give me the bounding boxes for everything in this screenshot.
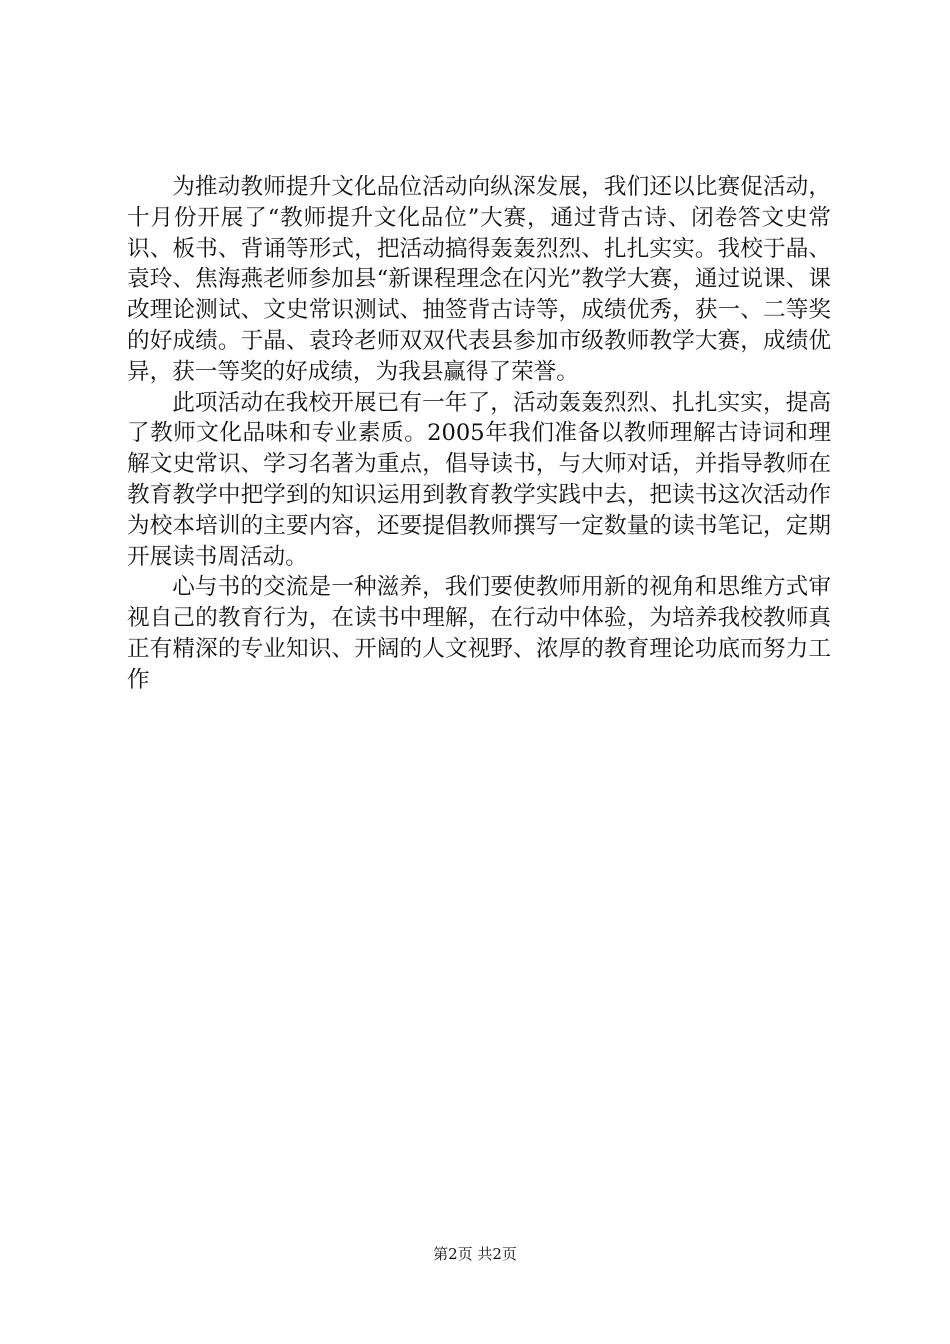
paragraph: 心与书的交流是一种滋养，我们要使教师用新的视角和思维方式审视自己的教育行为，在读书中理解，在行动中体验，为培养我校教师真正有精深的专业知识、开阔的人文视野、浓厚的教育理论功底而努力工作 <box>127 574 831 693</box>
body-text <box>127 172 831 696</box>
paragraph: 为推动教师提升文化品位活动向纵深发展，我们还以比赛促活动，十月份开展了“教师提升文化品位”大赛，通过背古诗、闭卷答文史常识、板书、背诵等形式，把活动搞得轰轰烈烈、扎扎实实。我校于晶、袁玲、焦海燕老师参加县“新课程理念在闪光”教学大赛，通过说课、课改理论测试、文史常识测试、抽签背古诗等，成绩优秀，获一、二等奖的好成绩。于晶、袁玲老师双双代表县参加市级教师教学大赛，成绩优异，获一等奖的好成绩，为我县赢得了荣誉。 <box>127 174 831 385</box>
page-number-footer: 第2页 共2页 <box>433 1245 517 1263</box>
paragraph: 此项活动在我校开展已有一年了，活动轰轰烈烈、扎扎实实，提高了教师文化品味和专业素质。2005年我们准备以教师理解古诗词和理解文史常识、学习名著为重点，倡导读书，与大师对话，并指导教师在教育教学中把学到的知识运用到教育教学实践中去，把读书这次活动作为校本培训的主要内容，还要提倡教师撰写一定数量的读书笔记，定期开展读书周活动。 <box>127 389 831 570</box>
